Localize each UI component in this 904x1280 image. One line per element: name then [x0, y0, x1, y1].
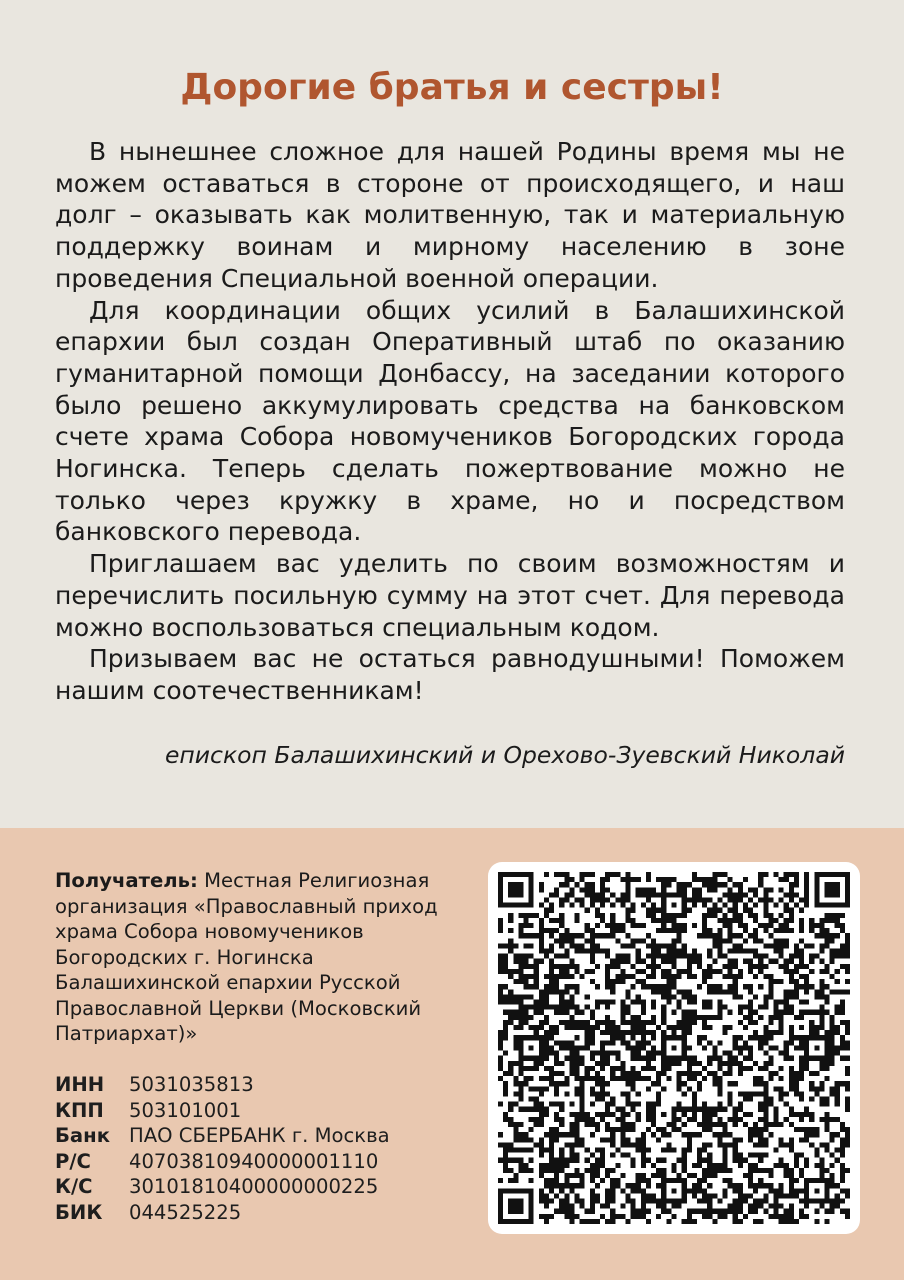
requisites-table — [55, 1072, 390, 1225]
requisite-value: 5031035813 — [129, 1073, 254, 1096]
requisite-value: 044525225 — [129, 1200, 242, 1224]
requisite-value: 40703810940000001110 — [129, 1149, 379, 1173]
requisite-key: Р/С — [55, 1149, 91, 1173]
recipient-text: Местная Религиозная организация «Православный приход храма Собора новомучеников Богородских г. Ногинска Балашихинской епархии Русской Православной Церкви (Московский Патриархат)» — [55, 869, 438, 1045]
requisite-row-rs — [55, 1149, 390, 1175]
requisite-key: БИК — [55, 1200, 103, 1224]
qr-modules — [498, 872, 850, 1224]
qr-code-icon[interactable] — [498, 872, 850, 1224]
requisite-row-kpp — [55, 1098, 390, 1124]
recipient-block — [55, 868, 475, 1047]
signature: епископ Балашихинский и Орехово-Зуевский Николай — [164, 741, 845, 769]
paragraph-1: В нынешнее сложное для нашей Родины время мы не можем оставаться в стороне от происходящего, и наш долг – оказывать как молитвенную, так и материальную поддержку воинам и мирному населению в зоне проведения Специальной военной операции. — [55, 137, 845, 293]
appeal-text — [55, 136, 845, 707]
requisite-value: ПАО СБЕРБАНК г. Москва — [129, 1124, 390, 1147]
requisite-key: К/С — [55, 1175, 93, 1198]
requisite-row-ks — [55, 1174, 390, 1200]
paragraph-3: Приглашаем вас уделить по своим возможностям и перечислить посильную сумму на этот счет. Для перевода можно воспользоваться специальным кодом. — [55, 549, 845, 642]
requisite-row-inn — [55, 1072, 390, 1098]
requisite-value: 503101001 — [129, 1098, 242, 1122]
requisite-key: Банк — [55, 1124, 110, 1147]
requisite-row-bank — [55, 1123, 390, 1149]
requisite-value: 30101810400000000225 — [129, 1175, 379, 1198]
paragraph-2: Для координации общих усилий в Балашихинской епархии был создан Оперативный штаб по оказанию гуманитарной помощи Донбассу, на заседании которого было решено аккумулировать средства на банковском счете храма Собора новомучеников Богородских города Ногинска. Теперь сделать пожертвование можно не только через кружку в храме, но и посредством банковского перевода. — [55, 295, 845, 547]
qr-code-card[interactable] — [488, 862, 860, 1234]
requisite-key: ИНН — [55, 1073, 105, 1096]
requisite-key: КПП — [55, 1098, 104, 1122]
paragraph-4: Призываем вас не остаться равнодушными! Поможем нашим соотечественникам! — [55, 644, 845, 705]
page-title: Дорогие братья и сестры! — [180, 67, 724, 108]
recipient-label: Получатель: — [55, 869, 198, 892]
requisite-row-bik — [55, 1200, 390, 1226]
